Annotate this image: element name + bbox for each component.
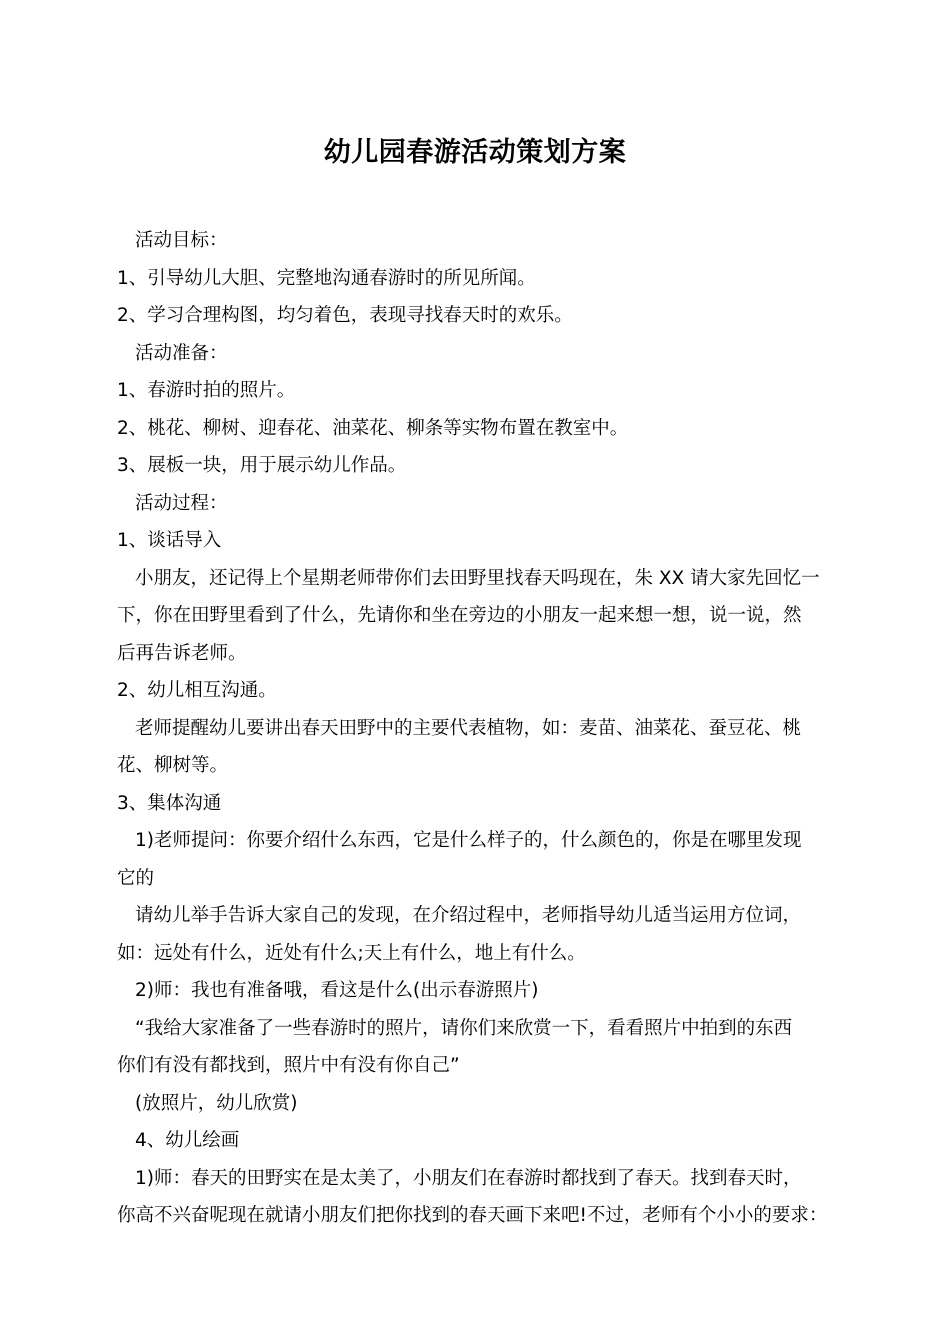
- paragraph-line: 2)师：我也有准备哦，看这是什么(出示春游照片): [135, 980, 539, 1001]
- paragraph-line: (放照片，幼儿欣赏): [135, 1092, 298, 1114]
- goal-item: 2、学习合理构图，均匀着色，表现寻找春天时的欢乐。: [117, 305, 573, 326]
- paragraph-line: 1)老师提问：你要介绍什么东西，它是什么样子的，什么颜色的，你是在哪里发现: [135, 830, 802, 851]
- paragraph-line: 下，你在田野里看到了什么，先请你和坐在旁边的小朋友一起来想一想，说一说，然: [117, 605, 802, 626]
- section-heading-goals: 活动目标：: [135, 230, 228, 251]
- preparation-item: 3、展板一块，用于展示幼儿作品。: [117, 455, 407, 476]
- document-title: 幼儿园春游活动策划方案: [323, 137, 627, 168]
- process-step-heading: 4、幼儿绘画: [135, 1130, 240, 1151]
- paragraph-line: 老师提醒幼儿要讲出春天田野中的主要代表植物，如：麦苗、油菜花、蚕豆花、桃: [135, 717, 802, 739]
- paragraph-line: 如：远处有什么，近处有什么;天上有什么，地上有什么。: [117, 942, 586, 964]
- paragraph-line: 后再告诉老师。: [117, 642, 247, 664]
- paragraph-line: 请幼儿举手告诉大家自己的发现，在介绍过程中，老师指导幼儿适当运用方位词，: [135, 905, 802, 926]
- preparation-item: 2、桃花、柳树、迎春花、油菜花、柳条等实物布置在教室中。: [117, 417, 629, 439]
- preparation-item: 1、春游时拍的照片。: [117, 380, 296, 401]
- document-body: [117, 222, 839, 1235]
- paragraph-line: 小朋友，还记得上个星期老师带你们去田野里找春天吗现在，朱 XX 请大家先回忆一: [135, 567, 820, 589]
- quote-line: “我给大家准备了一些春游时的照片，请你们来欣赏一下，看看照片中拍到的东西: [135, 1017, 793, 1039]
- paragraph-line: 它的: [117, 867, 155, 889]
- process-step-heading: 2、幼儿相互沟通。: [117, 680, 277, 701]
- paragraph-line: 1)师：春天的田野实在是太美了，小朋友们在春游时都找到了春天。找到春天时，: [135, 1167, 802, 1189]
- process-step-heading: 3、集体沟通: [117, 792, 222, 814]
- paragraph-line: 花、柳树等。: [117, 755, 229, 776]
- paragraph-line: 你高不兴奋呢现在就请小朋友们把你找到的春天画下来吧!不过，老师有个小小的要求：: [117, 1205, 828, 1226]
- section-heading-preparation: 活动准备：: [135, 342, 228, 364]
- goal-item: 1、引导幼儿大胆、完整地沟通春游时的所见所闻。: [117, 267, 536, 289]
- quote-line: 你们有没有都找到，照片中有没有你自己”: [117, 1055, 460, 1076]
- section-heading-process: 活动过程：: [135, 492, 228, 514]
- process-step-heading: 1、谈话导入: [117, 530, 222, 551]
